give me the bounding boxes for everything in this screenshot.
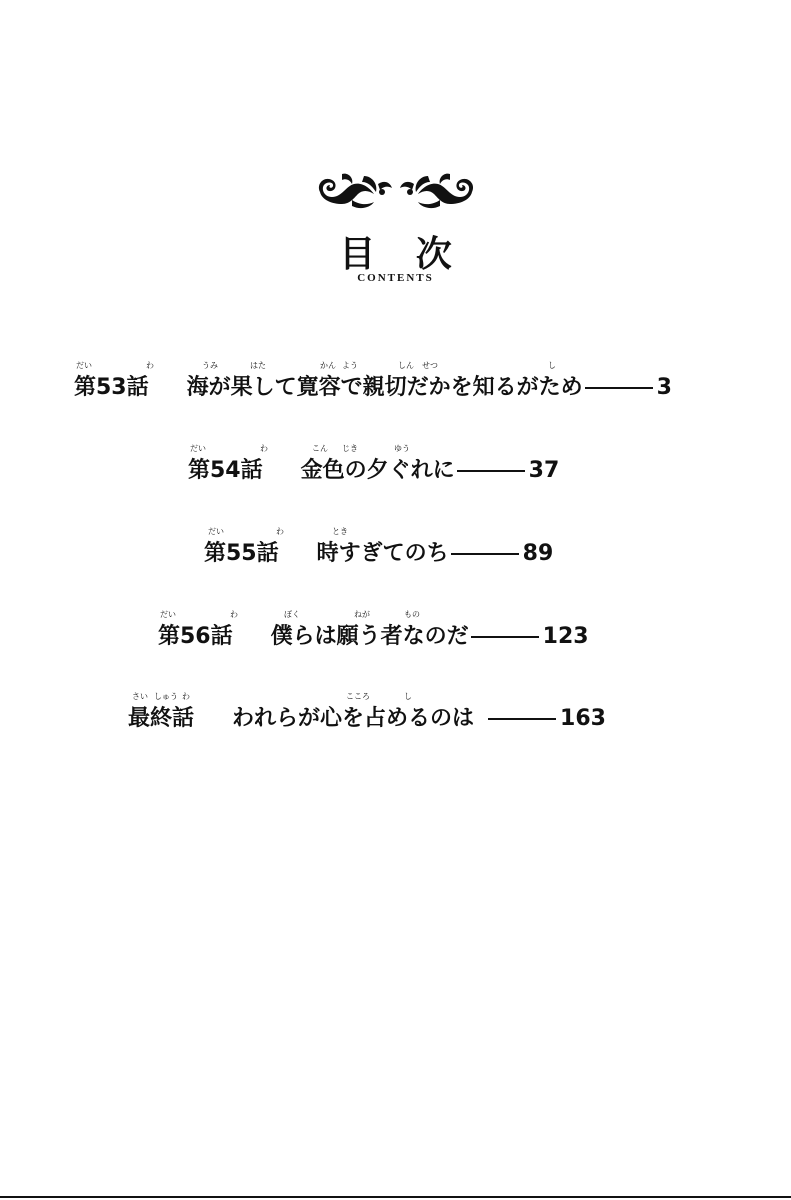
furigana: わ — [230, 610, 238, 619]
leader-dash — [457, 470, 525, 472]
chapter-title: 時すぎてのち — [316, 541, 449, 566]
chapter-title: 金色の夕ぐれに — [300, 458, 455, 483]
furigana: し — [404, 692, 412, 701]
page-number: 163 — [560, 706, 606, 731]
toc-entry-54[interactable] — [188, 443, 608, 491]
leader-dash — [585, 387, 653, 389]
leader-dash — [451, 553, 519, 555]
toc-entry-56[interactable] — [158, 609, 648, 657]
bottom-border — [0, 1196, 791, 1198]
furigana: だい — [76, 361, 92, 370]
leader-dash — [488, 718, 556, 720]
furigana: ねが — [354, 610, 370, 619]
page-subtitle: CONTENTS — [357, 272, 434, 284]
furigana: しん — [398, 361, 414, 370]
chapter-label: 第55話 — [204, 541, 279, 566]
furigana: し — [548, 361, 556, 370]
furigana: うみ — [202, 361, 218, 370]
furigana: しゅう — [154, 692, 178, 701]
furigana: ぼく — [284, 610, 300, 619]
furigana: こころ — [346, 692, 370, 701]
furigana: ゆう — [394, 444, 410, 453]
furigana: かん — [320, 361, 336, 370]
chapter-label: 最終話 — [128, 706, 195, 731]
page-title: 目 次 — [339, 233, 466, 275]
chapter-label: 第54話 — [188, 458, 263, 483]
furigana-row — [158, 609, 648, 621]
page-number: 37 — [528, 458, 560, 483]
furigana: とき — [332, 527, 348, 536]
furigana-row — [188, 443, 608, 455]
furigana-row — [74, 360, 724, 372]
page-number: 3 — [656, 375, 672, 400]
toc-entry-53[interactable] — [74, 360, 724, 408]
furigana: こん — [312, 444, 328, 453]
furigana: じき — [342, 444, 358, 453]
furigana: わ — [182, 692, 190, 701]
furigana: だい — [208, 527, 224, 536]
furigana: わ — [276, 527, 284, 536]
furigana: さい — [132, 692, 148, 701]
chapter-label: 第53話 — [74, 375, 149, 400]
page-number: 123 — [542, 624, 589, 649]
furigana: わ — [260, 444, 268, 453]
furigana: だい — [190, 444, 206, 453]
chapter-title: 僕らは願う者なのだ — [270, 624, 469, 649]
furigana: よう — [342, 361, 358, 370]
toc-entry-55[interactable] — [204, 526, 594, 574]
furigana: だい — [160, 610, 176, 619]
chapter-title: われらが心を占めるのは — [232, 706, 475, 731]
furigana: わ — [146, 361, 154, 370]
toc-entry-final[interactable] — [128, 691, 678, 739]
furigana-row — [128, 691, 678, 703]
furigana: はた — [250, 361, 266, 370]
page-number: 89 — [522, 541, 554, 566]
chapter-label: 第56話 — [158, 624, 233, 649]
furigana: もの — [404, 610, 420, 619]
leader-dash — [471, 636, 539, 638]
chapter-title: 海が果して寛容で親切だかを知るがため — [186, 375, 583, 400]
furigana: せつ — [422, 361, 438, 370]
furigana-row — [204, 526, 594, 538]
